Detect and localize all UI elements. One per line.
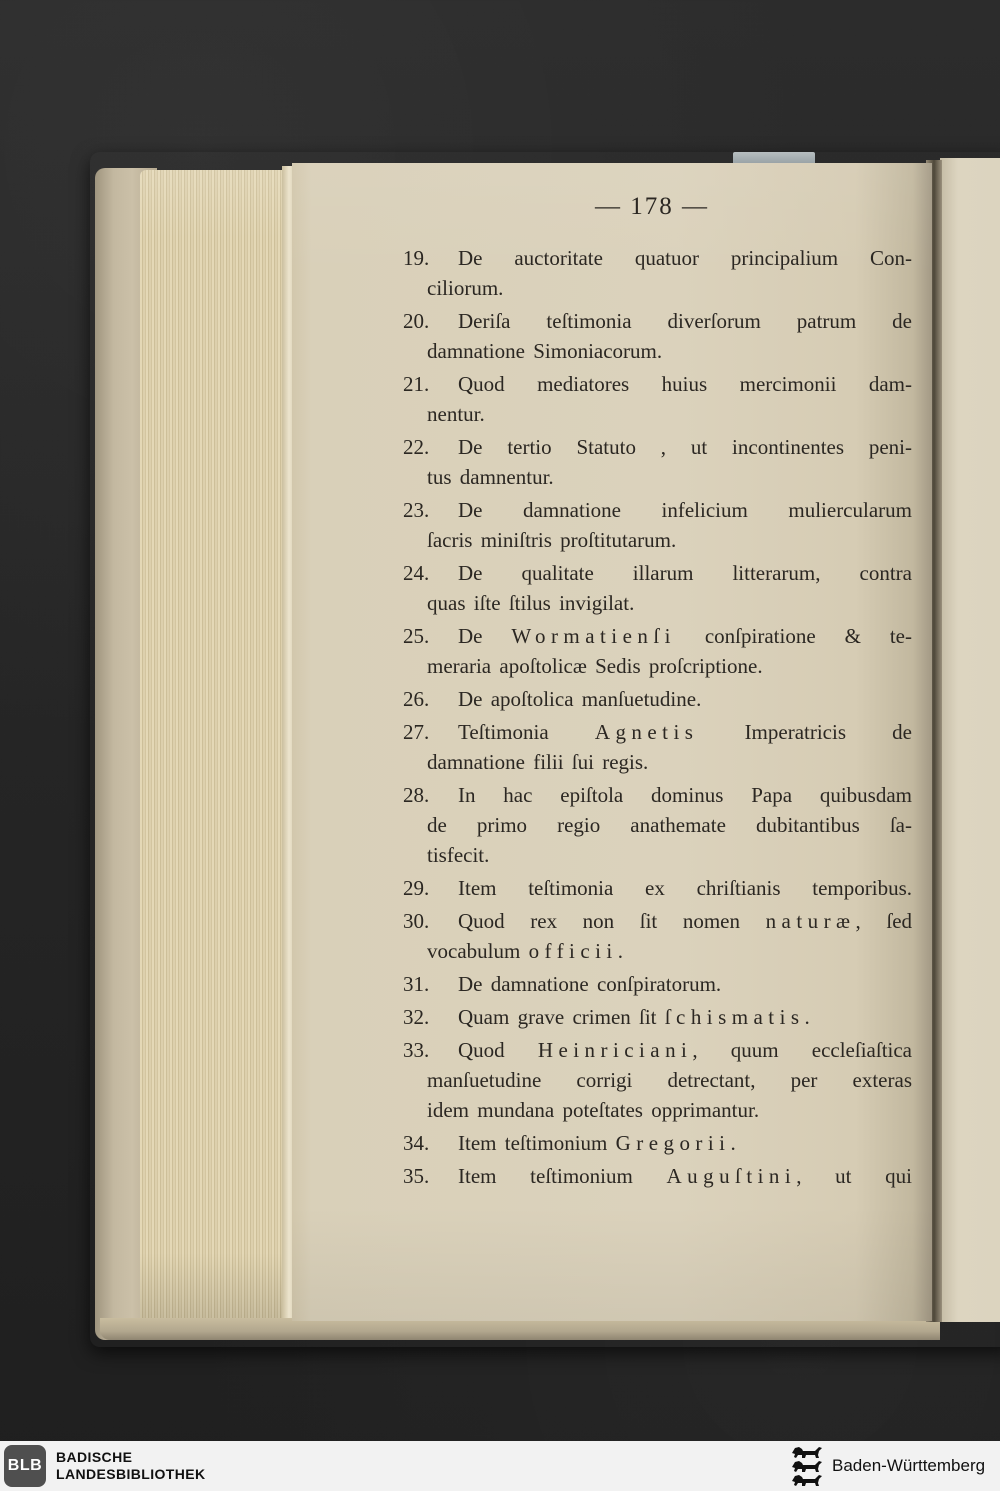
entry-first-line (403, 1161, 912, 1191)
entry-continuation-line (403, 1095, 912, 1125)
entry-text-spaced: Wormatienſi (511, 624, 676, 648)
entry-number: 21. (403, 372, 430, 396)
entry-text: vocabulum (427, 939, 529, 963)
entry-text: Item teſtimonium (458, 1131, 616, 1155)
entry-continuation-line (403, 525, 912, 555)
toc-entry (403, 780, 912, 870)
entry-continuation-line (403, 747, 912, 777)
entry-first-line (403, 306, 912, 336)
toc-entry (403, 684, 912, 714)
entry-title (458, 717, 912, 747)
entry-number: 28. (403, 783, 430, 807)
toc-entry (403, 621, 912, 681)
entry-number: 30. (403, 909, 430, 933)
entry-text: Teſtimonia (458, 720, 595, 744)
entry-text: Item teſtimonia ex chriſtianis temporibus. (458, 876, 912, 900)
entry-number: 23. (403, 498, 430, 522)
entry-text-spaced: Heinriciani (537, 1038, 693, 1062)
toc-entry (403, 906, 912, 966)
entry-text: ſacris miniſtris proſtitutarum. (427, 528, 677, 552)
entry-title (458, 243, 912, 273)
entry-text: damnatione Simoniacorum. (427, 339, 663, 363)
entry-text-spaced: Agnetis (594, 720, 699, 744)
entry-text: De apoſtolica manſuetudine. (458, 687, 702, 711)
entry-number: 24. (403, 561, 430, 585)
entry-title (458, 1002, 912, 1032)
page-number-header: — 178 — (595, 193, 709, 220)
entry-text: de primo regio anathemate dubitantibus ſa- (427, 813, 912, 837)
entry-title (458, 621, 912, 651)
entry-title (458, 369, 912, 399)
entry-text: Quod rex non ſit nomen (458, 909, 766, 933)
entry-text: nentur. (427, 402, 485, 426)
toc-entry (403, 558, 912, 618)
entry-text: idem mundana poteſtates opprimantur. (427, 1098, 760, 1122)
entry-text: , quum eccleſiaſtica (692, 1038, 912, 1062)
toc-entry (403, 1128, 912, 1158)
toc-entry (403, 717, 912, 777)
entry-text: Item teſtimonium (458, 1164, 667, 1188)
lions-coat-of-arms-icon[interactable] (791, 1446, 823, 1487)
footer-bar (0, 1441, 1000, 1491)
book-page (292, 163, 932, 1321)
entry-continuation-line (403, 588, 912, 618)
entry-first-line (403, 873, 912, 903)
entry-text: In hac epiſtola dominus Papa quibusdam (458, 783, 912, 807)
entry-text: De (458, 624, 512, 648)
toc-entry (403, 873, 912, 903)
entry-first-line (403, 717, 912, 747)
entry-text: , ut qui (796, 1164, 912, 1188)
entry-text: tus damnentur. (427, 465, 554, 489)
book-bottom-edge (100, 1318, 940, 1340)
entry-first-line (403, 432, 912, 462)
toc-entry (403, 243, 912, 303)
entry-title (458, 1128, 912, 1158)
toc-entry (403, 432, 912, 492)
entry-continuation-line (403, 273, 912, 303)
entry-text: De qualitate illarum litterarum, contra (458, 561, 912, 585)
lions-group (792, 1447, 822, 1486)
entry-first-line (403, 1002, 912, 1032)
entry-text: De tertio Statuto , ut incontinentes peni- (458, 435, 912, 459)
entry-text: ciliorum. (427, 276, 504, 300)
entry-first-line (403, 1035, 912, 1065)
toc-entry (403, 306, 912, 366)
facing-page (940, 158, 1000, 1322)
entry-text: De damnatione conſpiratorum. (458, 972, 722, 996)
entry-text-spaced: Auguſtini (666, 1164, 797, 1188)
entry-number: 22. (403, 435, 430, 459)
entry-first-line (403, 906, 912, 936)
entry-title (458, 495, 912, 525)
entry-text: Quam grave crimen ſit (458, 1005, 665, 1029)
entry-number: 27. (403, 720, 430, 744)
entry-first-line (403, 1128, 912, 1158)
entry-text: damnatione filii ſui regis. (427, 750, 649, 774)
entry-first-line (403, 780, 912, 810)
library-name-line1[interactable]: BADISCHE (56, 1449, 133, 1465)
entry-number: 25. (403, 624, 430, 648)
entry-text: . (617, 939, 623, 963)
entry-first-line (403, 969, 912, 999)
entry-number: 19. (403, 246, 430, 270)
entry-first-line (403, 558, 912, 588)
entry-text-spaced: officii (528, 939, 618, 963)
toc-entry (403, 1002, 912, 1032)
entry-text-spaced: naturæ (765, 909, 856, 933)
entry-first-line (403, 684, 912, 714)
entry-number: 35. (403, 1164, 430, 1188)
entry-title (458, 906, 912, 936)
entry-continuation-line (403, 462, 912, 492)
library-name-line2[interactable]: LANDESBIBLIOTHEK (56, 1466, 206, 1482)
entry-continuation-line (403, 810, 912, 840)
entry-text-spaced: ſchismatis (664, 1005, 805, 1029)
entry-number: 33. (403, 1038, 430, 1062)
entry-text: De damnatione infelicium muliercularum (458, 498, 912, 522)
entry-text: tisfecit. (427, 843, 490, 867)
entry-number: 26. (403, 687, 430, 711)
entry-title (458, 684, 912, 714)
page-text (403, 243, 912, 1191)
toc-entry (403, 1035, 912, 1125)
page-stack-edges (140, 170, 295, 1322)
entry-text: Quod mediatores huius mercimonii dam- (458, 372, 912, 396)
entry-number: 29. (403, 876, 430, 900)
entry-text: conſpiratione & te- (675, 624, 912, 648)
entry-title (458, 873, 912, 903)
entry-continuation-line (403, 336, 912, 366)
entry-number: 34. (403, 1131, 430, 1155)
entry-number: 32. (403, 1005, 430, 1029)
entry-first-line (403, 621, 912, 651)
entry-title (458, 558, 912, 588)
entry-text: . (804, 1005, 810, 1029)
entry-title (458, 969, 912, 999)
entry-text: Imperatricis de (698, 720, 912, 744)
entry-first-line (403, 495, 912, 525)
entry-first-line (403, 243, 912, 273)
blb-logo[interactable]: BLB (4, 1445, 46, 1487)
toc-entry (403, 969, 912, 999)
entry-number: 31. (403, 972, 430, 996)
entry-text: , ſed (855, 909, 913, 933)
entry-title (458, 1161, 912, 1191)
toc-entry (403, 1161, 912, 1191)
entry-text: De auctoritate quatuor principalium Con- (458, 246, 912, 270)
entry-title (458, 1035, 912, 1065)
entry-title (458, 780, 912, 810)
entry-continuation-line (403, 399, 912, 429)
toc-entry (403, 495, 912, 555)
entry-continuation-line (403, 840, 912, 870)
entry-text-spaced: Gregorii (615, 1131, 731, 1155)
entry-text: . (730, 1131, 736, 1155)
entry-first-line (403, 369, 912, 399)
entry-text: Quod (458, 1038, 538, 1062)
entry-continuation-line (403, 936, 912, 966)
entry-text: manſuetudine corrigi detrectant, per exteras (427, 1068, 912, 1092)
entry-text: meraria apoſtolicæ Sedis proſcriptione. (427, 654, 763, 678)
entry-title (458, 306, 912, 336)
entry-text: quas iſte ſtilus invigilat. (427, 591, 635, 615)
entry-continuation-line (403, 651, 912, 681)
entry-number: 20. (403, 309, 430, 333)
state-name[interactable]: Baden-Württemberg (832, 1456, 986, 1475)
entry-continuation-line (403, 1065, 912, 1095)
toc-entry (403, 369, 912, 429)
entry-text: Deriſa teſtimonia diverſorum patrum de (458, 309, 912, 333)
entry-title (458, 432, 912, 462)
